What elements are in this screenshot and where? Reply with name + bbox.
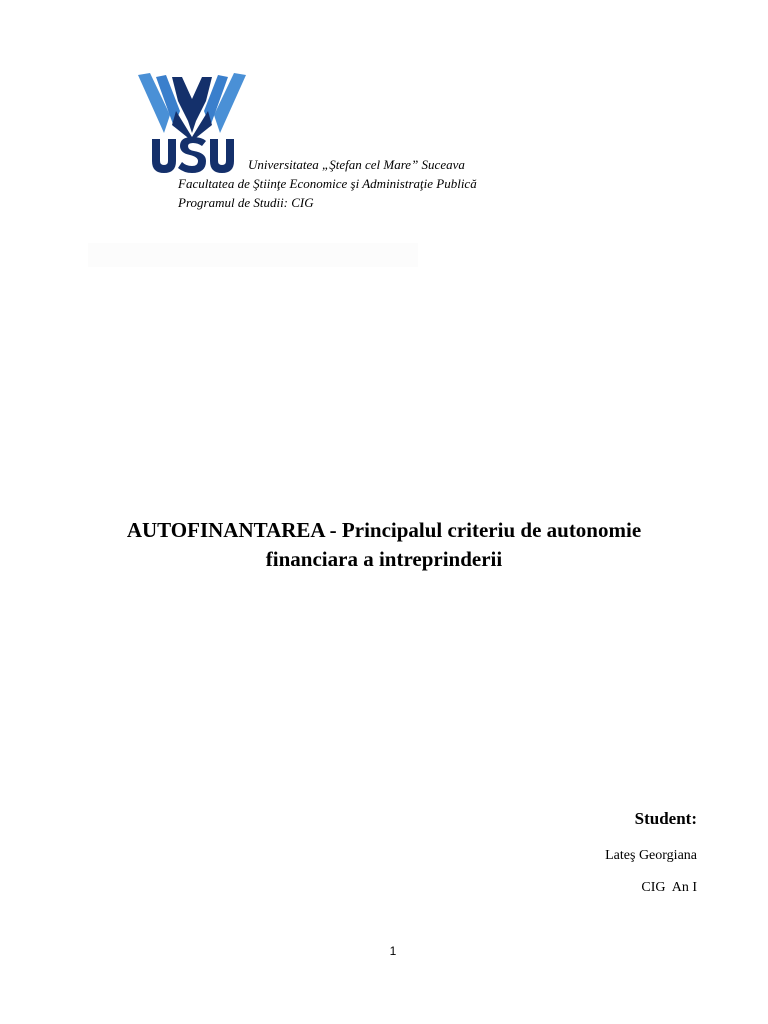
student-label: Student: (634, 809, 697, 828)
study-program: Programul de Studii: CIG (178, 195, 314, 210)
university-name: Universitatea „Ştefan cel Mare” Suceava (248, 157, 465, 172)
document-title (84, 516, 684, 574)
title-line-1: AUTOFINANTAREA - Principalul criteriu de autonomie (126, 518, 642, 542)
faculty-name: Facultatea de Ştiinţe Economice şi Administraţie Publică (178, 176, 477, 191)
blank-text-band (88, 243, 418, 267)
usu-logo-graphic (136, 71, 248, 175)
university-logo (136, 71, 248, 175)
page-number: 1 (389, 944, 397, 958)
student-group: CIG An I (641, 880, 697, 895)
title-line-2: financiara a intreprinderii (265, 547, 503, 571)
student-name: Lateş Georgiana (605, 848, 697, 863)
